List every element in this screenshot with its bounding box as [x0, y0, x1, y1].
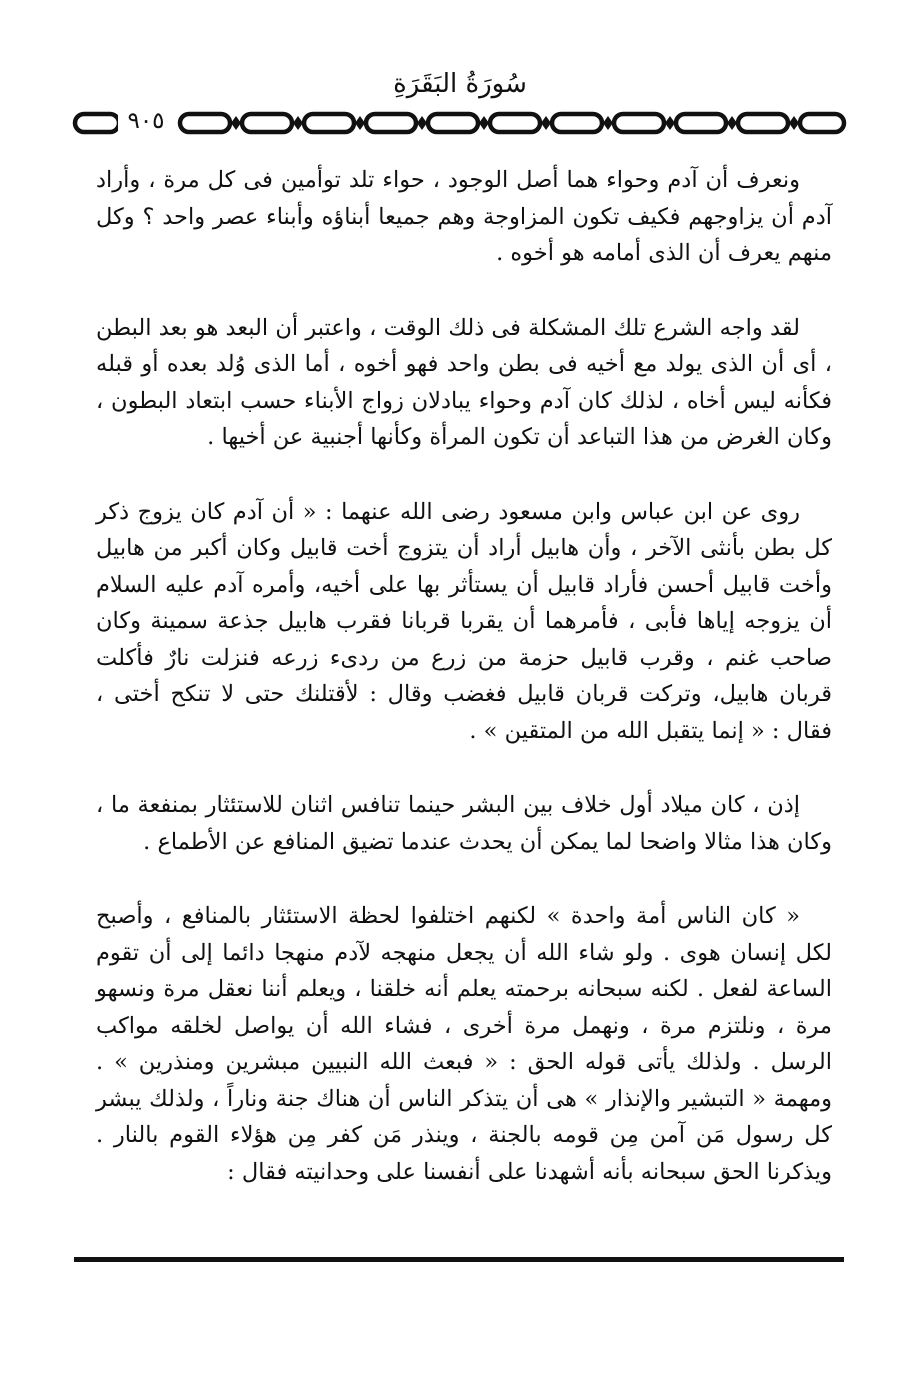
paragraph: لقد واجه الشرع تلك المشكلة فى ذلك الوقت ، واعتبر أن البعد هو بعد البطن ، أى أن الذى يولد مع أخيه فى بطن واحد فهو أخوه ، أما الذى وُلد بعده أو قبله فكأنه ليس أخاه ، لذلك كان آدم وحواء يبادلان زواج الأبناء حسب ابتعاد البطون ، وكان الغرض من هذا التباعد أن تكون المرأة وكأنها أجنبية عن أخيها . [96, 314, 832, 450]
decorative-border [72, 106, 848, 140]
paragraph: « كان الناس أمة واحدة » لكنهم اختلفوا لحظة الاستئثار بالمنافع ، وأصبح لكل إنسان هوى . ولو شاء الله أن يجعل منهجه لآدم منهجا دائما إلى أن تقوم الساعة لفعل . لكنه سبحانه برحمته يعلم أنه خلقنا ، ويعلم أننا نعقل مرة ونسهو مرة ، ونلتزم مرة ، ونهمل مرة أخرى ، فشاء الله أن يواصل لخلقه مواكب الرسل . ولذلك يأتى قوله الحق : « فبعث الله النبيين مبشرين ومنذرين » . ومهمة « التبشير والإنذار » هى أن يتذكر الناس أن هناك جنة وناراً ، ولذلك يبشر كل رسول مَن آمن مِن قومه بالجنة ، وينذر مَن كفر مِن هؤلاء القوم بالنار . ويذكرنا الحق سبحانه بأنه أشهدنا على أنفسنا على وحدانيته فقال : [96, 903, 832, 1185]
footer-rule [74, 1257, 844, 1262]
paragraph: ونعرف أن آدم وحواء هما أصل الوجود ، حواء تلد توأمين فى كل مرة ، وأراد آدم أن يزاوجهم فكيف تكون المزاوجة وهم جميعا أبناؤه وأبناء عصر واحد ؟ وكل منهم يعرف أن الذى أمامه هو أخوه . [96, 167, 832, 266]
body-text [96, 162, 832, 1228]
paragraph: إذن ، كان ميلاد أول خلاف بين البشر حينما تنافس اثنان للاستئثار بمنفعة ما ، وكان هذا مثالا واضحا لما يمكن أن يحدث عندما تضيق المنافع عن الأطماع . [96, 792, 832, 855]
paragraph: روى عن ابن عباس وابن مسعود رضى الله عنهما : « أن آدم كان يزوج ذكر كل بطن بأنثى الآخر ، وأن هابيل أراد أن يتزوج أخت قابيل وكان أكبر من هابيل وأخت قابيل أحسن فأراد قابيل أن يستأثر بها على أخيه، وأمره آدم عليه السلام أن يزوجه إياها فأبى ، فأمرهما أن يقربا قربانا فقرب هابيل جذعة سمينة وكان صاحب غنم ، وقرب قابيل حزمة من زرع من ردىء زرعه فنزلت نارٌ فأكلت قربان هابيل، وتركت قربان قابيل فغضب وقال : لأقتلنك حتى لا تنكح أختى ، فقال : « إنما يتقبل الله من المتقين » . [96, 498, 832, 744]
surah-title: سُورَةُ البَقَرَةِ [393, 69, 527, 99]
chain-ornament [72, 106, 848, 140]
page-number: ٩٠٥ [118, 104, 174, 138]
